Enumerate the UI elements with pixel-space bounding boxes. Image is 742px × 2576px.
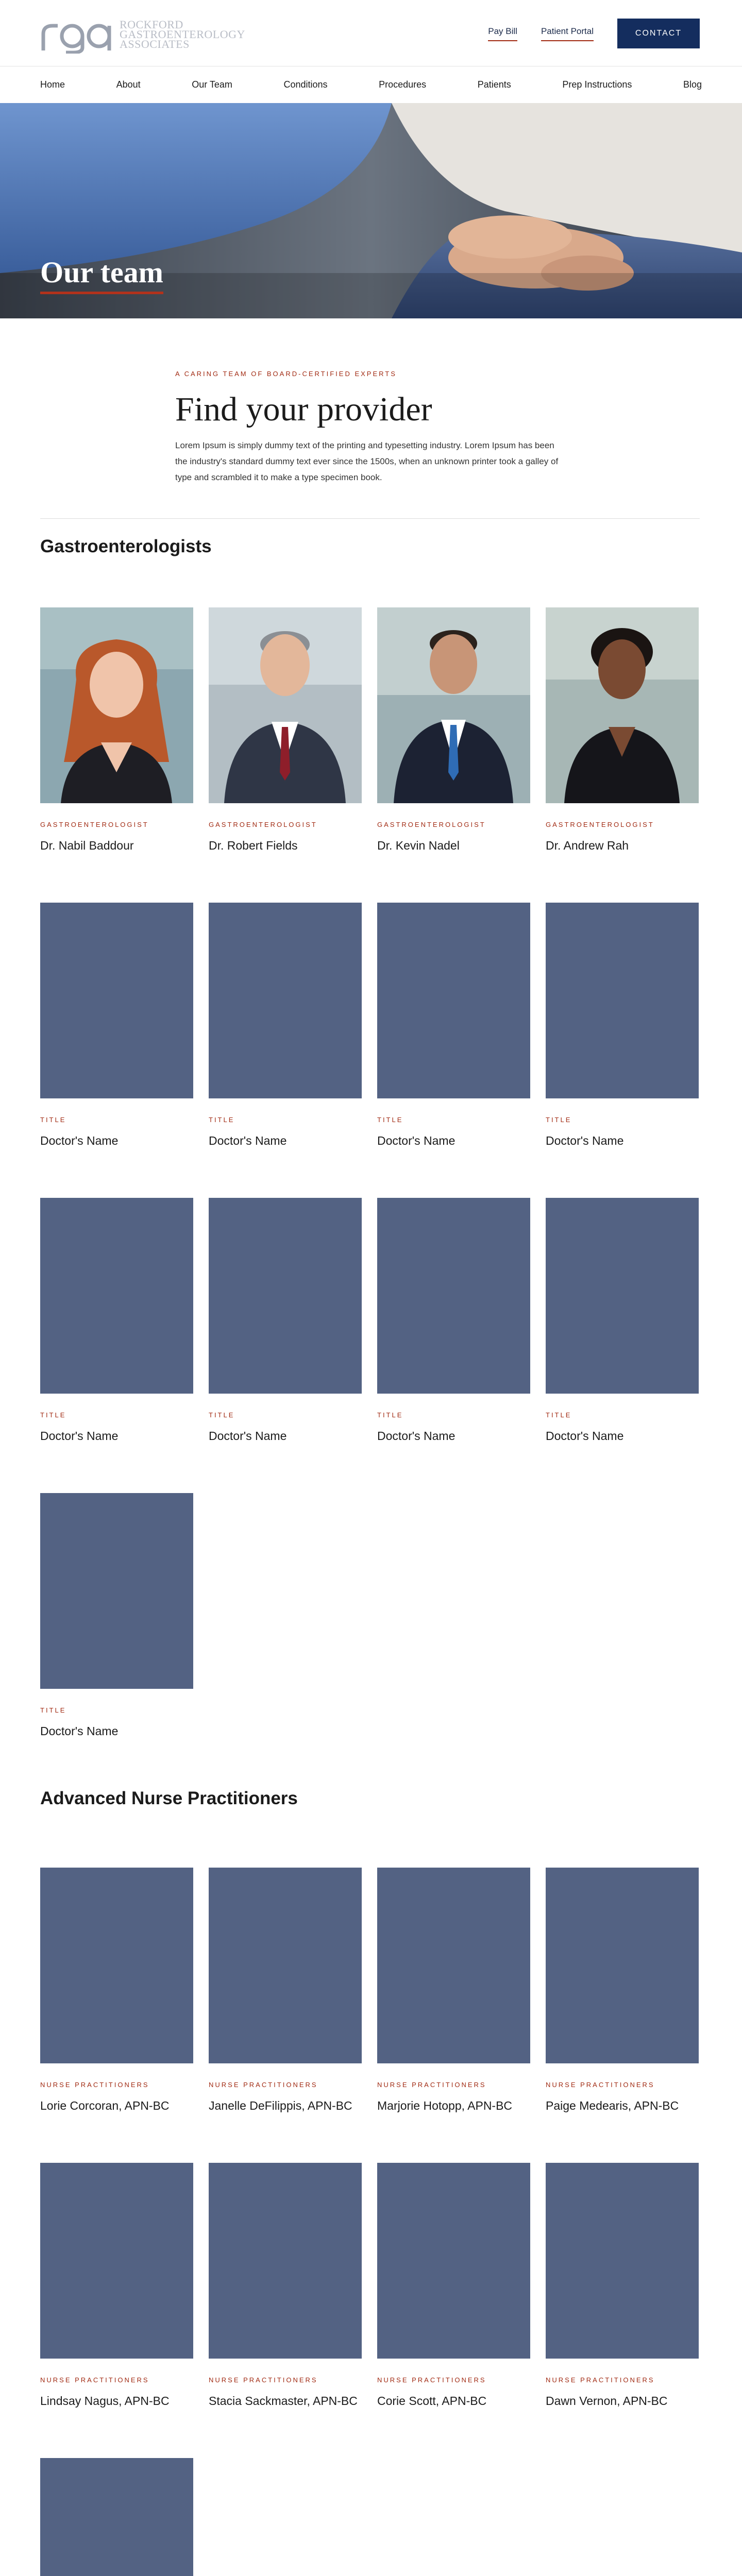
provider-title: TITLE bbox=[40, 1706, 66, 1714]
provider-card[interactable] bbox=[40, 2458, 193, 2576]
provider-name[interactable]: Stacia Sackmaster, APN-BC bbox=[209, 2394, 358, 2408]
provider-card[interactable] bbox=[546, 2163, 699, 2458]
provider-photo bbox=[40, 607, 193, 803]
provider-card[interactable] bbox=[209, 1198, 362, 1493]
provider-title: TITLE bbox=[377, 1116, 403, 1124]
nav-conditions[interactable]: Conditions bbox=[283, 79, 328, 90]
logo-line: ASSOCIATES bbox=[120, 37, 190, 50]
provider-photo-placeholder bbox=[209, 2163, 362, 2359]
provider-name[interactable]: Dr. Nabil Baddour bbox=[40, 839, 134, 852]
provider-photo bbox=[546, 607, 699, 803]
provider-card[interactable] bbox=[209, 607, 362, 903]
provider-title: NURSE PRACTITIONERS bbox=[377, 2376, 486, 2384]
nav-about[interactable]: About bbox=[116, 79, 141, 90]
provider-photo-placeholder bbox=[209, 1198, 362, 1394]
section-divider bbox=[40, 518, 700, 519]
provider-title: NURSE PRACTITIONERS bbox=[546, 2376, 655, 2384]
provider-portrait bbox=[377, 607, 530, 803]
provider-photo-placeholder bbox=[40, 903, 193, 1098]
provider-name[interactable]: Doctor's Name bbox=[377, 1429, 456, 1443]
provider-name[interactable]: Doctor's Name bbox=[40, 1429, 119, 1443]
provider-photo bbox=[209, 607, 362, 803]
gastro-grid bbox=[40, 607, 742, 1788]
gastro-section-title: Gastroenterologists bbox=[40, 536, 212, 556]
provider-card[interactable] bbox=[377, 1198, 530, 1493]
provider-card[interactable] bbox=[546, 1198, 699, 1493]
provider-photo-placeholder bbox=[40, 1493, 193, 1689]
provider-photo-placeholder bbox=[40, 2458, 193, 2576]
provider-title: GASTROENTEROLOGIST bbox=[209, 821, 317, 828]
provider-photo-placeholder bbox=[546, 1868, 699, 2063]
provider-name[interactable]: Doctor's Name bbox=[546, 1429, 624, 1443]
provider-portrait bbox=[546, 607, 699, 803]
provider-title: GASTROENTEROLOGIST bbox=[546, 821, 654, 828]
provider-photo-placeholder bbox=[377, 1198, 530, 1394]
provider-title: NURSE PRACTITIONERS bbox=[40, 2081, 149, 2089]
provider-photo-placeholder bbox=[546, 1198, 699, 1394]
nav-patients[interactable]: Patients bbox=[477, 79, 511, 90]
hero-banner bbox=[0, 103, 742, 318]
rga-logo-mark-icon bbox=[40, 14, 117, 54]
provider-card[interactable] bbox=[377, 2163, 530, 2458]
provider-title: TITLE bbox=[40, 1411, 66, 1419]
provider-photo bbox=[377, 607, 530, 803]
provider-card[interactable] bbox=[377, 607, 530, 903]
provider-card[interactable] bbox=[546, 903, 699, 1198]
provider-name[interactable]: Janelle DeFilippis, APN-BC bbox=[209, 2099, 352, 2112]
provider-photo-placeholder bbox=[40, 1198, 193, 1394]
provider-title: TITLE bbox=[209, 1411, 235, 1419]
nav-our-team[interactable]: Our Team bbox=[192, 79, 232, 90]
provider-name[interactable]: Doctor's Name bbox=[209, 1134, 287, 1147]
provider-photo-placeholder bbox=[377, 903, 530, 1098]
patient-portal-link[interactable]: Patient Portal bbox=[541, 26, 594, 41]
pay-bill-link[interactable]: Pay Bill bbox=[488, 26, 517, 41]
provider-title: TITLE bbox=[40, 1116, 66, 1124]
provider-title: TITLE bbox=[546, 1116, 572, 1124]
utility-links bbox=[488, 19, 700, 48]
provider-card[interactable] bbox=[40, 2163, 193, 2458]
provider-name[interactable]: Dr. Robert Fields bbox=[209, 839, 298, 852]
intro-eyebrow: A CARING TEAM OF BOARD-CERTIFIED EXPERTS bbox=[175, 370, 397, 378]
provider-title: GASTROENTEROLOGIST bbox=[40, 821, 149, 828]
provider-portrait bbox=[209, 607, 362, 803]
provider-name[interactable]: Dr. Kevin Nadel bbox=[377, 839, 460, 852]
provider-photo-placeholder bbox=[377, 2163, 530, 2359]
provider-name[interactable]: Lindsay Nagus, APN-BC bbox=[40, 2394, 170, 2408]
provider-name[interactable]: Paige Medearis, APN-BC bbox=[546, 2099, 679, 2112]
logo-line: GASTROENTEROLOGY bbox=[120, 27, 245, 41]
provider-card[interactable] bbox=[40, 1493, 193, 1788]
provider-name[interactable]: Marjorie Hotopp, APN-BC bbox=[377, 2099, 513, 2112]
provider-card[interactable] bbox=[209, 903, 362, 1198]
contact-button[interactable]: CONTACT bbox=[617, 19, 700, 48]
nav-procedures[interactable]: Procedures bbox=[379, 79, 427, 90]
provider-name[interactable]: Doctor's Name bbox=[40, 1134, 119, 1147]
provider-card[interactable] bbox=[40, 1198, 193, 1493]
provider-card[interactable] bbox=[377, 903, 530, 1198]
provider-photo-placeholder bbox=[209, 903, 362, 1098]
provider-title: NURSE PRACTITIONERS bbox=[546, 2081, 655, 2089]
provider-card[interactable] bbox=[546, 607, 699, 903]
provider-photo-placeholder bbox=[40, 1868, 193, 2063]
logo-line: ROCKFORD bbox=[120, 18, 183, 31]
nurse-section-title: Advanced Nurse Practitioners bbox=[40, 1788, 298, 1808]
nav-prep-instructions[interactable]: Prep Instructions bbox=[562, 79, 632, 90]
provider-photo-placeholder bbox=[546, 2163, 699, 2359]
intro-heading: Find your provider bbox=[175, 391, 432, 428]
provider-title: TITLE bbox=[377, 1411, 403, 1419]
provider-card[interactable] bbox=[377, 1868, 530, 2163]
provider-title: GASTROENTEROLOGIST bbox=[377, 821, 486, 828]
provider-name[interactable]: Dr. Andrew Rah bbox=[546, 839, 629, 852]
provider-photo-placeholder bbox=[377, 1868, 530, 2063]
provider-card[interactable] bbox=[40, 1868, 193, 2163]
provider-name[interactable]: Doctor's Name bbox=[209, 1429, 287, 1443]
provider-title: TITLE bbox=[546, 1411, 572, 1419]
provider-card[interactable] bbox=[40, 607, 193, 903]
provider-name[interactable]: Doctor's Name bbox=[40, 1724, 119, 1738]
provider-photo-placeholder bbox=[40, 2163, 193, 2359]
provider-name[interactable]: Lorie Corcoran, APN-BC bbox=[40, 2099, 170, 2112]
nav-blog[interactable]: Blog bbox=[683, 79, 702, 90]
intro-section bbox=[0, 318, 742, 485]
provider-card[interactable] bbox=[209, 1868, 362, 2163]
provider-card[interactable] bbox=[209, 2163, 362, 2458]
provider-title: NURSE PRACTITIONERS bbox=[40, 2376, 149, 2384]
provider-name[interactable]: Dawn Vernon, APN-BC bbox=[546, 2394, 668, 2408]
provider-title: NURSE PRACTITIONERS bbox=[209, 2081, 318, 2089]
provider-photo-placeholder bbox=[546, 903, 699, 1098]
provider-name[interactable]: Doctor's Name bbox=[546, 1134, 624, 1147]
provider-card[interactable] bbox=[40, 903, 193, 1198]
provider-photo-placeholder bbox=[209, 1868, 362, 2063]
provider-title: TITLE bbox=[209, 1116, 235, 1124]
nurse-grid bbox=[40, 1868, 742, 2576]
provider-title: NURSE PRACTITIONERS bbox=[377, 2081, 486, 2089]
provider-card[interactable] bbox=[546, 1868, 699, 2163]
site-logo[interactable] bbox=[40, 14, 267, 54]
main-nav bbox=[0, 66, 742, 103]
provider-portrait bbox=[40, 607, 193, 803]
provider-title: NURSE PRACTITIONERS bbox=[209, 2376, 318, 2384]
site-header bbox=[0, 0, 742, 66]
hero-title: Our team bbox=[40, 257, 163, 294]
provider-name[interactable]: Corie Scott, APN-BC bbox=[377, 2394, 487, 2408]
nav-home[interactable]: Home bbox=[40, 79, 65, 90]
logo-wordmark bbox=[120, 20, 245, 49]
intro-body: Lorem Ipsum is simply dummy text of the printing and typesetting industry. Lorem Ipsum has been the industry's standard dummy text ever since the 1500s, when an unknown printer took a galley of type and scrambled it to make a type specimen book. bbox=[175, 440, 559, 482]
provider-name[interactable]: Doctor's Name bbox=[377, 1134, 456, 1147]
